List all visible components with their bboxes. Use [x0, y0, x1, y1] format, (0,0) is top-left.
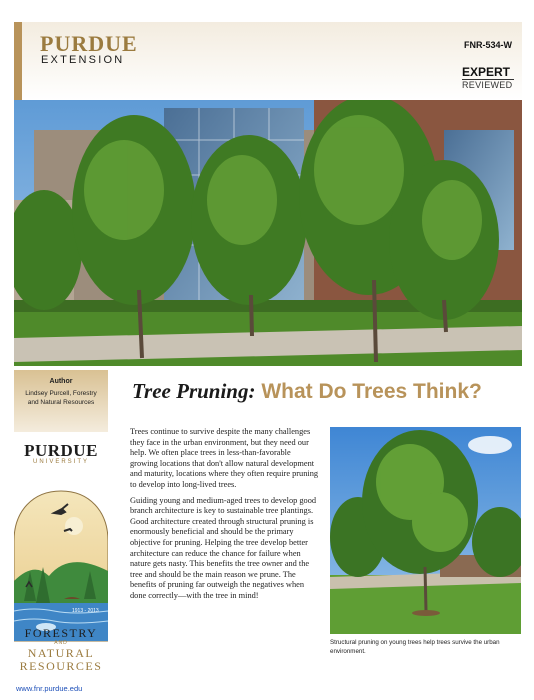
brand-name: PURDUE [40, 31, 138, 56]
expert-reviewed-badge [462, 66, 514, 98]
author-box [14, 370, 108, 432]
title-part-1: Tree Pruning: [132, 379, 256, 403]
logo-natural-text: NATURAL [27, 646, 95, 660]
header-accent-bar [14, 22, 22, 100]
logo-purdue-text: PURDUE [24, 441, 98, 460]
page-title [132, 379, 482, 404]
website-link[interactable]: www.fnr.purdue.edu [16, 684, 83, 693]
fnr-logo [14, 437, 108, 677]
logo-resources-text: RESOURCES [19, 659, 103, 673]
author-name: Lindsey Purcell, Forestry and Natural Resources [25, 390, 97, 406]
publication-code: FNR-534-W [463, 40, 512, 50]
body-text [130, 427, 320, 607]
badge-bottom-text: REVIEWED [462, 80, 513, 90]
logo-university-text: UNIVERSITY [32, 459, 89, 465]
author-label: Author [49, 378, 73, 385]
hero-photo [14, 100, 522, 366]
body-paragraph-2: Guiding young and medium-aged trees to develop good branch architecture is key to sustainable tree plantings. Good architecture created through structural pruning is enormously beneficial and should be the primary objective for pruning. Helping the tree develop better architecture can reduce the chance for failure when nature gets nasty. This benefits the tree owner and the tree and should be the main reason we prune. The benefits of pruning far outweigh the negatives when done correctly—with the tree in mind! [130, 495, 317, 600]
title-part-2: What Do Trees Think? [261, 380, 482, 403]
logo-years: 1913 - 2013 [72, 608, 99, 614]
badge-top-text: EXPERT [462, 65, 511, 79]
body-paragraph-1: Trees continue to survive despite the many challenges they face in the urban environment, but they need our help. We often place trees in less-than-favorable growing locations that don't allow natural development and maturity, locations where they often require pruning to develop into long-lived trees. [130, 427, 319, 489]
brand-subtitle: EXTENSION [41, 54, 125, 66]
header-band [14, 22, 522, 100]
young-tree-photo [330, 427, 521, 634]
photo-caption: Structural pruning on young trees help trees survive the urban environment. [330, 639, 500, 655]
logo-forestry-text: FORESTRY [24, 626, 98, 640]
logo-and-text: AND [54, 640, 68, 646]
